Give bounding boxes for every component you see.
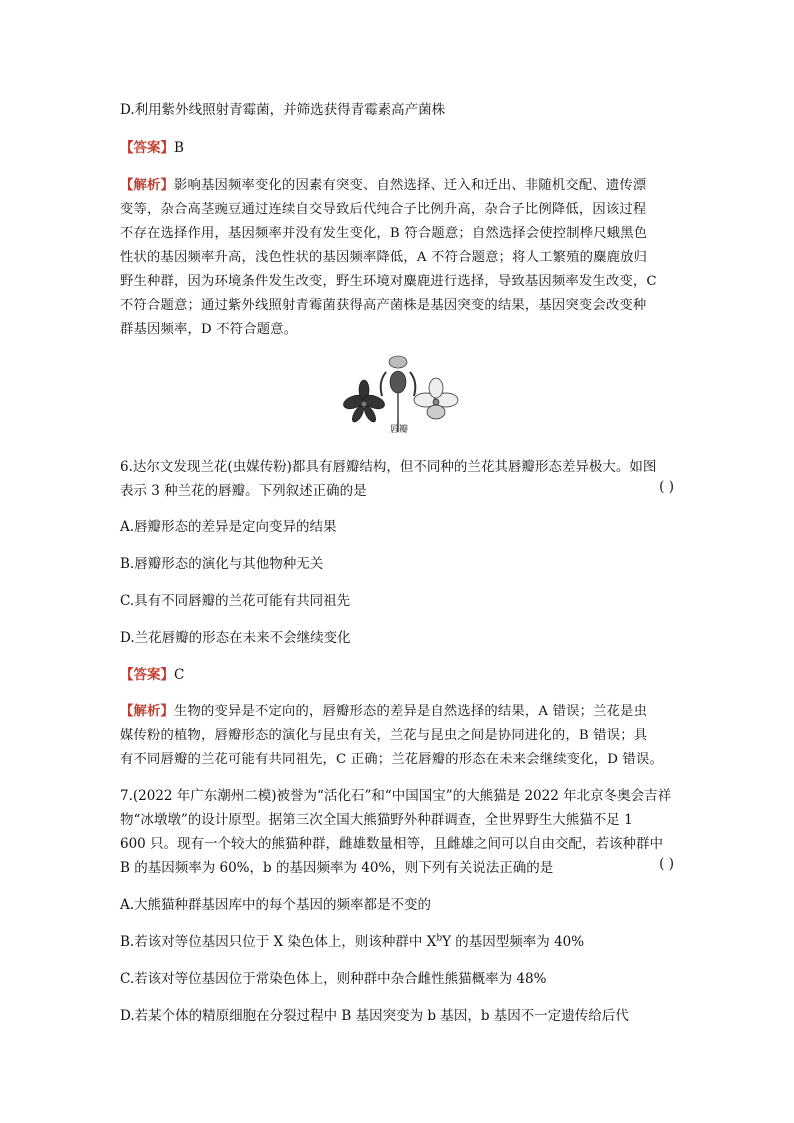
q7-stem-line-2: 物“冰墩墩”的设计原型。据第三次全国大熊猫野外种群调查，全世界野生大熊猫不足 1 <box>120 812 633 828</box>
option-b-text-end: Y 的基因型频率为 40% <box>442 934 585 950</box>
q7-stem-line-4: B 的基因频率为 60%，b 的基因频率为 40%，则下列有关说法正确的是 <box>120 860 554 876</box>
q6-analysis-line-2: 媒传粉的植物，唇瓣形态的演化与昆虫有关，兰花与昆虫之间是协同进化的，B 错误；具 <box>120 728 648 743</box>
answer-value: C <box>174 667 185 683</box>
answer-tag: 【答案】 <box>120 667 174 683</box>
q6-stem-line-2: 表示 3 种兰花的唇瓣。下列叙述正确的是 <box>120 483 367 499</box>
figure-label: 唇瓣 <box>390 425 409 435</box>
q6-analysis-line-3: 有不同唇瓣的兰花可能有共同祖先，C 正确；兰花唇瓣的形态在未来会继续变化，D 错误。 <box>120 752 663 767</box>
q5-answer <box>120 136 184 156</box>
q5-analysis-line-6: 不符合题意；通过紫外线照射青霉菌获得高产菌株是基因突变的结果，基因突变会改变种 <box>120 298 647 313</box>
analysis-text: 生物的变异是不定向的，唇瓣形态的差异是自然选择的结果，A 错误；兰花是虫 <box>174 704 648 719</box>
q6-option-c: C.具有不同唇瓣的兰花可能有共同祖先 <box>120 593 351 609</box>
orchid-lip-figure <box>340 352 460 436</box>
option-b-superscript: b <box>436 933 443 944</box>
q6-analysis-line-1 <box>120 700 647 719</box>
q6-answer-blank: ( ) <box>659 479 674 495</box>
analysis-text: 影响基因频率变化的因素有突变、自然选择、迁入和迁出、非随机交配、遗传漂 <box>174 178 647 193</box>
q7-answer-blank: ( ) <box>659 856 674 872</box>
answer-value: B <box>174 140 184 156</box>
q7-option-a: A.大熊猫种群基因库中的每个基因的频率都是不变的 <box>120 897 432 913</box>
q7-stem-line-3: 600 只。现有一个较大的熊猫种群，雌雄数量相等，且雌雄之间可以自由交配，若该种群中 <box>120 836 664 852</box>
q5-analysis-line-2: 变等，杂合高茎豌豆通过连续自交导致后代纯合子比例升高，杂合子比例降低，因该过程 <box>120 202 647 217</box>
q7-option-d: D.若某个体的精原细胞在分裂过程中 B 基因突变为 b 基因，b 基因不一定遗传给后代 <box>120 1008 629 1024</box>
q6-option-d: D.兰花唇瓣的形态在未来不会继续变化 <box>120 630 351 646</box>
q5-analysis-line-5: 野生种群，因为环境条件发生改变，野生环境对麋鹿进行选择，导致基因频率发生改变，C <box>120 274 657 289</box>
analysis-tag: 【解析】 <box>120 178 174 193</box>
analysis-tag: 【解析】 <box>120 704 174 719</box>
q6-option-a: A.唇瓣形态的差异是定向变异的结果 <box>120 519 337 535</box>
answer-tag: 【答案】 <box>120 140 174 156</box>
q6-stem-line-1: 6.达尔文发现兰花(虫媒传粉)都具有唇瓣结构，但不同种的兰花其唇瓣形态差异极大。如图 <box>120 459 657 475</box>
orchid-right-flower <box>414 378 458 419</box>
q5-analysis-line-1 <box>120 174 646 193</box>
q5-option-d: D.利用紫外线照射青霉菌，并筛选获得青霉素高产菌株 <box>120 102 446 118</box>
q6-answer <box>120 663 184 683</box>
q5-analysis-line-7: 群基因频率，D 不符合题意。 <box>120 322 298 337</box>
q6-option-b: B.唇瓣形态的演化与其他物种无关 <box>120 556 324 572</box>
option-b-text: B.若该对等位基因只位于 X 染色体上，则该种群中 X <box>120 934 437 950</box>
q7-option-c: C.若该对等位基因位于常染色体上，则种群中杂合雌性熊猫概率为 48% <box>120 971 547 987</box>
q5-analysis-line-4: 性状的基因频率升高，浅色性状的基因频率降低，A 不符合题意；将人工繁殖的麋鹿放归 <box>120 250 648 265</box>
q5-analysis-line-3: 不存在选择作用，基因频率并没有发生变化，B 符合题意；自然选择会使控制桦尺蛾黑色 <box>120 226 648 241</box>
q7-stem-line-1: 7.(2022 年广东潮州二模)被誉为“活化石”和“中国国宝”的大熊猫是 2022 年北京冬奥会吉祥 <box>120 788 672 804</box>
q7-option-b <box>120 930 584 950</box>
